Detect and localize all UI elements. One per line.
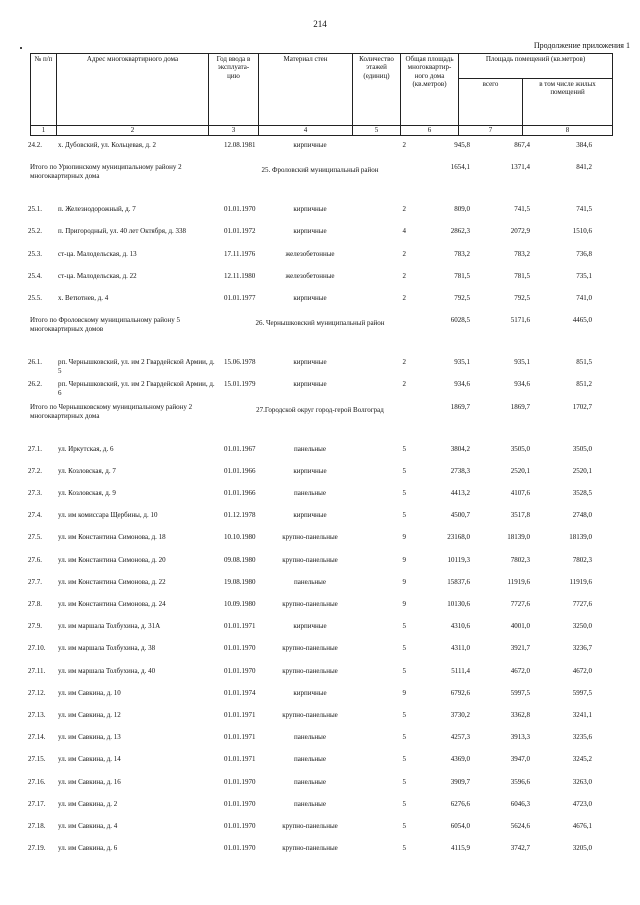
cell-premises-all: 4001,0 <box>510 622 530 631</box>
cell-num: 27.11. <box>28 666 46 675</box>
cell-material: железобетонные <box>285 271 335 280</box>
cell-total-area: 809,0 <box>454 205 470 214</box>
cell-floors: 5 <box>402 799 406 808</box>
cell-address: ул. Иркутская, д. 6 <box>58 444 114 453</box>
table-row <box>0 755 640 777</box>
cell-total-area: 6054,0 <box>450 822 470 830</box>
cell-address: ст-ца. Малодельская, д. 22 <box>58 271 137 280</box>
table-header <box>30 53 613 136</box>
header-total-area: Общая площадь многоквартир- ного дома (кв.метров) <box>401 54 459 126</box>
cell-floors: 5 <box>402 666 406 675</box>
cell-total-area: 934,6 <box>454 380 470 389</box>
cell-material: железобетонные <box>285 249 335 258</box>
cell-num: 27.16. <box>28 777 46 786</box>
cell-premises-all: 11919,6 <box>507 577 530 586</box>
cell-num: 27.1. <box>28 444 42 453</box>
cell-material: кирпичные <box>293 622 327 631</box>
cell-floors: 5 <box>402 822 406 830</box>
cell-num: 27.19. <box>28 844 46 853</box>
header-premises-living: в том числе жилых помещений <box>523 79 613 126</box>
cell-floors: 2 <box>402 358 406 367</box>
cell-total-area: 10119,3 <box>447 555 470 564</box>
cell-year: 15.06.1978 <box>224 358 256 367</box>
cell-total-area: 15837,6 <box>447 577 470 586</box>
cell-address: ул. им Савкина, д. 4 <box>58 822 118 830</box>
cell-material: кирпичные <box>293 380 327 389</box>
cell-address: ул. им Савкина, д. 2 <box>58 799 118 808</box>
cell-num: 27.17. <box>28 799 46 808</box>
cell-premises-all: 4107,6 <box>510 489 530 497</box>
header-premises-all: всего <box>459 79 523 126</box>
cell-premises-all: 7802,3 <box>510 555 530 564</box>
cell-address: ул. Козловская, д. 7 <box>58 466 116 475</box>
section-heading: 27.Городской округ город-герой Волгоград <box>256 405 384 414</box>
table-row <box>0 578 640 600</box>
cell-year: 01.01.1970 <box>224 799 256 808</box>
cell-num: 26.1. <box>28 358 42 367</box>
cell-num: 27.6. <box>28 555 42 564</box>
cell-address: ул. им Константина Симонова, д. 22 <box>58 577 166 586</box>
cell-premises-all: 5997,5 <box>510 688 530 697</box>
cell-premises-all: 3921,7 <box>510 644 530 653</box>
cell-premises-living: 3235,6 <box>572 733 592 742</box>
cell-premises-all: 3913,3 <box>510 733 530 742</box>
cell-premises-all: 7727,6 <box>510 600 530 608</box>
cell-total-area: 3730,2 <box>450 711 470 719</box>
cell-floors: 9 <box>402 533 406 542</box>
cell-premises-living: 18139,0 <box>569 533 592 542</box>
cell-premises-living: 4676,1 <box>572 822 592 830</box>
cell-total-area: 4257,3 <box>450 733 470 742</box>
cell-premises-living: 2748,0 <box>572 511 592 520</box>
cell-year: 01.01.1974 <box>224 688 256 697</box>
table-row <box>0 380 640 402</box>
cell-premises-all: 783,2 <box>514 249 530 258</box>
cell-premises-living: 3250,0 <box>572 622 592 631</box>
cell-address: ул. им маршала Толбухина, д. 40 <box>58 666 156 675</box>
cell-address: рп. Чернышковский, ул. им 2 Гвардейской Армии, д. 6 <box>58 380 215 398</box>
table-row <box>0 844 640 866</box>
cell-num: 25.5. <box>28 294 42 302</box>
cell-premises-living: 3236,7 <box>572 644 592 653</box>
cell-material: кирпичные <box>293 358 327 367</box>
cell-num: 27.14. <box>28 733 46 742</box>
total-label: Итого по Фроловскому муниципальному району 5 многоквартирных домов <box>30 316 181 334</box>
cell-total-area: 1654,1 <box>450 163 470 172</box>
cell-year: 01.01.1970 <box>224 205 256 214</box>
cell-premises-all: 4672,0 <box>510 666 530 675</box>
table-row <box>0 445 640 467</box>
cell-floors: 2 <box>402 294 406 302</box>
cell-premises-living: 851,2 <box>576 380 592 389</box>
cell-premises-living: 2520,1 <box>572 466 592 475</box>
cell-year: 01.01.1966 <box>224 466 256 475</box>
cell-material: кирпичные <box>293 227 327 236</box>
cell-material: кирпичные <box>293 511 327 520</box>
cell-floors: 2 <box>402 271 406 280</box>
cell-total-area: 6028,5 <box>450 316 470 325</box>
cell-material: крупно-панельные <box>282 822 338 830</box>
cell-address: ул. им маршала Толбухина, д. 31А <box>58 622 161 631</box>
cell-material: крупно-панельные <box>282 644 338 653</box>
table-row <box>0 800 640 822</box>
cell-premises-living: 3241,1 <box>572 711 592 719</box>
cell-total-area: 945,8 <box>454 141 470 149</box>
cell-num: 27.15. <box>28 755 46 764</box>
cell-material: панельные <box>294 777 326 786</box>
cell-year: 01.01.1970 <box>224 777 256 786</box>
header-material: Материал стен <box>259 54 353 126</box>
cell-premises-living: 5997,5 <box>572 688 592 697</box>
cell-year: 10.10.1980 <box>224 533 256 542</box>
page-number: 214 <box>313 19 327 29</box>
cell-premises-all: 3742,7 <box>510 844 530 853</box>
cell-floors: 9 <box>402 688 406 697</box>
cell-material: крупно-панельные <box>282 600 338 608</box>
cell-year: 01.01.1967 <box>224 444 256 453</box>
cell-premises-all: 934,6 <box>514 380 530 389</box>
cell-num: 27.9. <box>28 622 42 631</box>
table-row <box>0 294 640 316</box>
cell-premises-living: 741,0 <box>576 294 592 302</box>
cell-floors: 2 <box>402 205 406 214</box>
table-row <box>0 250 640 272</box>
cell-total-area: 781,5 <box>454 271 470 280</box>
header-floors: Количество этажей (единиц) <box>353 54 401 126</box>
table-row <box>0 667 640 689</box>
cell-year: 10.09.1980 <box>224 600 256 608</box>
index-cell: 7 <box>459 126 523 136</box>
header-premises-area: Площадь помещений (кв.метров) <box>459 54 613 79</box>
cell-material: крупно-панельные <box>282 533 338 542</box>
cell-floors: 9 <box>402 555 406 564</box>
cell-num: 27.3. <box>28 489 42 497</box>
cell-premises-all: 5624,6 <box>510 822 530 830</box>
cell-address: ул. им Савкина, д. 10 <box>58 688 121 697</box>
continuation-caption: Продолжение приложения 1 <box>533 41 630 50</box>
header-address: Адрес многоквартирного дома <box>57 54 209 126</box>
cell-num: 25.2. <box>28 227 42 236</box>
cell-material: панельные <box>294 444 326 453</box>
cell-premises-all: 3596,6 <box>510 777 530 786</box>
cell-address: х. Ветютнев, д. 4 <box>58 294 109 302</box>
total-label: Итого по Урюпинскому муниципальному району 2 многоквартирных дома <box>30 163 182 181</box>
cell-premises-living: 3263,0 <box>572 777 592 786</box>
cell-floors: 2 <box>402 141 406 149</box>
cell-premises-all: 1371,4 <box>510 163 530 172</box>
cell-material: крупно-панельные <box>282 844 338 853</box>
cell-num: 27.12. <box>28 688 46 697</box>
cell-premises-all: 3517,8 <box>510 511 530 520</box>
cell-year: 01.01.1971 <box>224 733 256 742</box>
cell-address: ул. им маршала Толбухина, д. 38 <box>58 644 156 653</box>
cell-premises-all: 935,1 <box>514 358 530 367</box>
cell-premises-all: 5171,6 <box>510 316 530 325</box>
cell-total-area: 6792,6 <box>450 688 470 697</box>
table-row <box>0 358 640 380</box>
table-row <box>0 622 640 644</box>
cell-year: 01.01.1970 <box>224 822 256 830</box>
index-cell: 8 <box>523 126 613 136</box>
cell-premises-living: 841,2 <box>576 163 592 172</box>
index-cell: 5 <box>353 126 401 136</box>
cell-premises-all: 781,5 <box>514 271 530 280</box>
cell-address: ул. Козловская, д. 9 <box>58 489 116 497</box>
cell-material: панельные <box>294 755 326 764</box>
cell-premises-living: 4723,0 <box>572 799 592 808</box>
cell-floors: 5 <box>402 511 406 520</box>
cell-year: 01.01.1970 <box>224 844 256 853</box>
table-row <box>0 822 640 844</box>
cell-total-area: 23168,0 <box>447 533 470 542</box>
table-row <box>0 141 640 163</box>
cell-total-area: 4311,0 <box>451 644 470 653</box>
cell-address: ул. им Константина Симонова, д. 20 <box>58 555 166 564</box>
cell-premises-living: 3528,5 <box>572 489 592 497</box>
cell-total-area: 1869,7 <box>450 402 470 411</box>
cell-floors: 5 <box>402 844 406 853</box>
cell-total-area: 2738,3 <box>450 466 470 475</box>
cell-total-area: 4369,0 <box>450 755 470 764</box>
cell-year: 12.08.1981 <box>224 141 256 149</box>
index-cell: 4 <box>259 126 353 136</box>
cell-year: 17.11.1976 <box>224 249 256 258</box>
cell-premises-all: 2520,1 <box>510 466 530 475</box>
cell-year: 01.12.1978 <box>224 511 256 520</box>
cell-floors: 5 <box>402 711 406 719</box>
cell-premises-all: 6046,3 <box>510 799 530 808</box>
cell-address: п. Пригородный, ул. 40 лет Октября, д. 338 <box>58 227 187 236</box>
table-row <box>0 489 640 511</box>
cell-floors: 5 <box>402 444 406 453</box>
cell-premises-living: 4465,0 <box>572 316 592 325</box>
cell-num: 27.4. <box>28 511 42 520</box>
cell-num: 27.8. <box>28 600 42 608</box>
cell-total-area: 783,2 <box>454 249 470 258</box>
cell-premises-all: 1869,7 <box>510 402 530 411</box>
cell-address: п. Железнодорожный, д. 7 <box>58 205 136 214</box>
cell-premises-living: 4672,0 <box>572 666 592 675</box>
cell-year: 12.11.1980 <box>224 271 256 280</box>
cell-total-area: 3804,2 <box>450 444 470 453</box>
table-row <box>0 711 640 733</box>
index-cell: 2 <box>57 126 209 136</box>
cell-premises-all: 3505,0 <box>510 444 530 453</box>
cell-premises-living: 735,1 <box>576 271 592 280</box>
cell-floors: 5 <box>402 777 406 786</box>
cell-premises-living: 3245,2 <box>572 755 592 764</box>
cell-floors: 4 <box>402 227 406 236</box>
cell-floors: 5 <box>402 644 406 653</box>
cell-premises-living: 7802,3 <box>572 555 592 564</box>
cell-num: 27.18. <box>28 822 46 830</box>
cell-address: ул. им Константина Симонова, д. 24 <box>58 600 166 608</box>
cell-floors: 9 <box>402 577 406 586</box>
cell-total-area: 4310,6 <box>450 622 470 631</box>
section-heading: 26. Чернышковский муниципальный район <box>255 319 385 328</box>
table-row <box>0 689 640 711</box>
cell-premises-living: 3505,0 <box>572 444 592 453</box>
cell-material: крупно-панельные <box>282 666 338 675</box>
cell-num: 27.7. <box>28 577 42 586</box>
cell-num: 27.5. <box>28 533 42 542</box>
cell-num: 25.4. <box>28 271 42 280</box>
cell-material: кирпичные <box>293 466 327 475</box>
total-label: Итого по Чернышковскому муниципальному району 2 многоквартирных дома <box>30 402 193 420</box>
cell-total-area: 3909,7 <box>450 777 470 786</box>
cell-floors: 5 <box>402 622 406 631</box>
cell-floors: 2 <box>402 249 406 258</box>
cell-year: 01.01.1970 <box>224 644 256 653</box>
cell-premises-all: 792,5 <box>514 294 530 302</box>
cell-material: крупно-панельные <box>282 711 338 719</box>
cell-premises-living: 11919,6 <box>569 577 592 586</box>
cell-premises-living: 851,5 <box>576 358 592 367</box>
cell-premises-all: 18139,0 <box>507 533 530 542</box>
cell-premises-all: 741,5 <box>514 205 530 214</box>
cell-address: ул. им Савкина, д. 14 <box>58 755 121 764</box>
table-row <box>0 227 640 249</box>
cell-year: 01.01.1971 <box>224 755 256 764</box>
cell-premises-living: 384,6 <box>576 141 592 149</box>
table-row <box>0 533 640 555</box>
cell-address: ст-ца. Малодельская, д. 13 <box>58 249 137 258</box>
cell-address: х. Дубовский, ул. Кольцевая, д. 2 <box>58 141 157 149</box>
section-heading: 25. Фроловский муниципальный район <box>261 166 379 175</box>
cell-premises-living: 1702,7 <box>572 402 592 411</box>
cell-total-area: 4413,2 <box>450 489 470 497</box>
header-num: № п/п <box>31 54 57 126</box>
cell-address: ул. им Савкина, д. 6 <box>58 844 118 853</box>
index-cell: 6 <box>401 126 459 136</box>
cell-premises-all: 2072,9 <box>510 227 530 236</box>
table-row <box>0 272 640 294</box>
table-row <box>0 511 640 533</box>
cell-total-area: 5111,4 <box>451 666 470 675</box>
cell-total-area: 4115,9 <box>451 844 470 853</box>
cell-total-area: 792,5 <box>454 294 470 302</box>
cell-address: ул. им Константина Симонова, д. 18 <box>58 533 166 542</box>
cell-premises-living: 1510,6 <box>572 227 592 236</box>
cell-premises-living: 736,8 <box>576 249 592 258</box>
cell-num: 27.2. <box>28 466 42 475</box>
cell-num: 26.2. <box>28 380 42 389</box>
cell-total-area: 2862,3 <box>450 227 470 236</box>
cell-year: 01.01.1972 <box>224 227 256 236</box>
cell-floors: 5 <box>402 489 406 497</box>
cell-year: 01.01.1971 <box>224 622 256 631</box>
cell-floors: 9 <box>402 600 406 608</box>
cell-material: кирпичные <box>293 688 327 697</box>
cell-num: 24.2. <box>28 141 42 149</box>
cell-num: 25.3. <box>28 249 42 258</box>
table-row <box>0 733 640 755</box>
cell-year: 15.01.1979 <box>224 380 256 389</box>
cell-address: ул. им комиссара Щербины, д. 10 <box>58 511 158 520</box>
scan-dot <box>20 47 22 49</box>
cell-num: 27.10. <box>28 644 46 653</box>
cell-material: панельные <box>294 489 326 497</box>
table-row <box>0 556 640 578</box>
cell-num: 27.13. <box>28 711 46 719</box>
header-year: Год ввода в эксплуата- цию <box>209 54 259 126</box>
cell-address: ул. им Савкина, д. 13 <box>58 733 121 742</box>
cell-total-area: 6276,6 <box>450 799 470 808</box>
cell-material: кирпичные <box>293 205 327 214</box>
cell-year: 01.01.1966 <box>224 489 256 497</box>
table-row <box>0 600 640 622</box>
cell-material: панельные <box>294 799 326 808</box>
cell-floors: 2 <box>402 380 406 389</box>
cell-material: кирпичные <box>293 294 327 302</box>
cell-address: ул. им Савкина, д. 16 <box>58 777 121 786</box>
cell-material: кирпичные <box>293 141 327 149</box>
cell-material: крупно-панельные <box>282 555 338 564</box>
cell-material: панельные <box>294 577 326 586</box>
cell-premises-all: 3947,0 <box>510 755 530 764</box>
cell-premises-all: 867,4 <box>514 141 530 149</box>
cell-floors: 5 <box>402 733 406 742</box>
cell-total-area: 4500,7 <box>450 511 470 520</box>
cell-floors: 5 <box>402 466 406 475</box>
cell-premises-living: 3205,0 <box>572 844 592 853</box>
cell-address: ул. им Савкина, д. 12 <box>58 711 121 719</box>
cell-material: панельные <box>294 733 326 742</box>
table-row <box>0 467 640 489</box>
table-row <box>0 205 640 227</box>
cell-total-area: 10130,6 <box>447 600 470 608</box>
cell-premises-living: 7727,6 <box>572 600 592 608</box>
table-row <box>0 778 640 800</box>
cell-year: 19.08.1980 <box>224 577 256 586</box>
index-cell: 1 <box>31 126 57 136</box>
cell-year: 01.01.1971 <box>224 711 256 719</box>
cell-num: 25.1. <box>28 205 42 214</box>
index-cell: 3 <box>209 126 259 136</box>
cell-total-area: 935,1 <box>454 358 470 367</box>
cell-year: 09.08.1980 <box>224 555 256 564</box>
cell-address: рп. Чернышковский, ул. им 2 Гвардейской Армии, д. 5 <box>58 358 215 376</box>
cell-floors: 5 <box>402 755 406 764</box>
cell-premises-all: 3362,8 <box>510 711 530 719</box>
cell-year: 01.01.1977 <box>224 294 256 302</box>
cell-year: 01.01.1970 <box>224 666 256 675</box>
table-row <box>0 644 640 666</box>
cell-premises-living: 741,5 <box>576 205 592 214</box>
